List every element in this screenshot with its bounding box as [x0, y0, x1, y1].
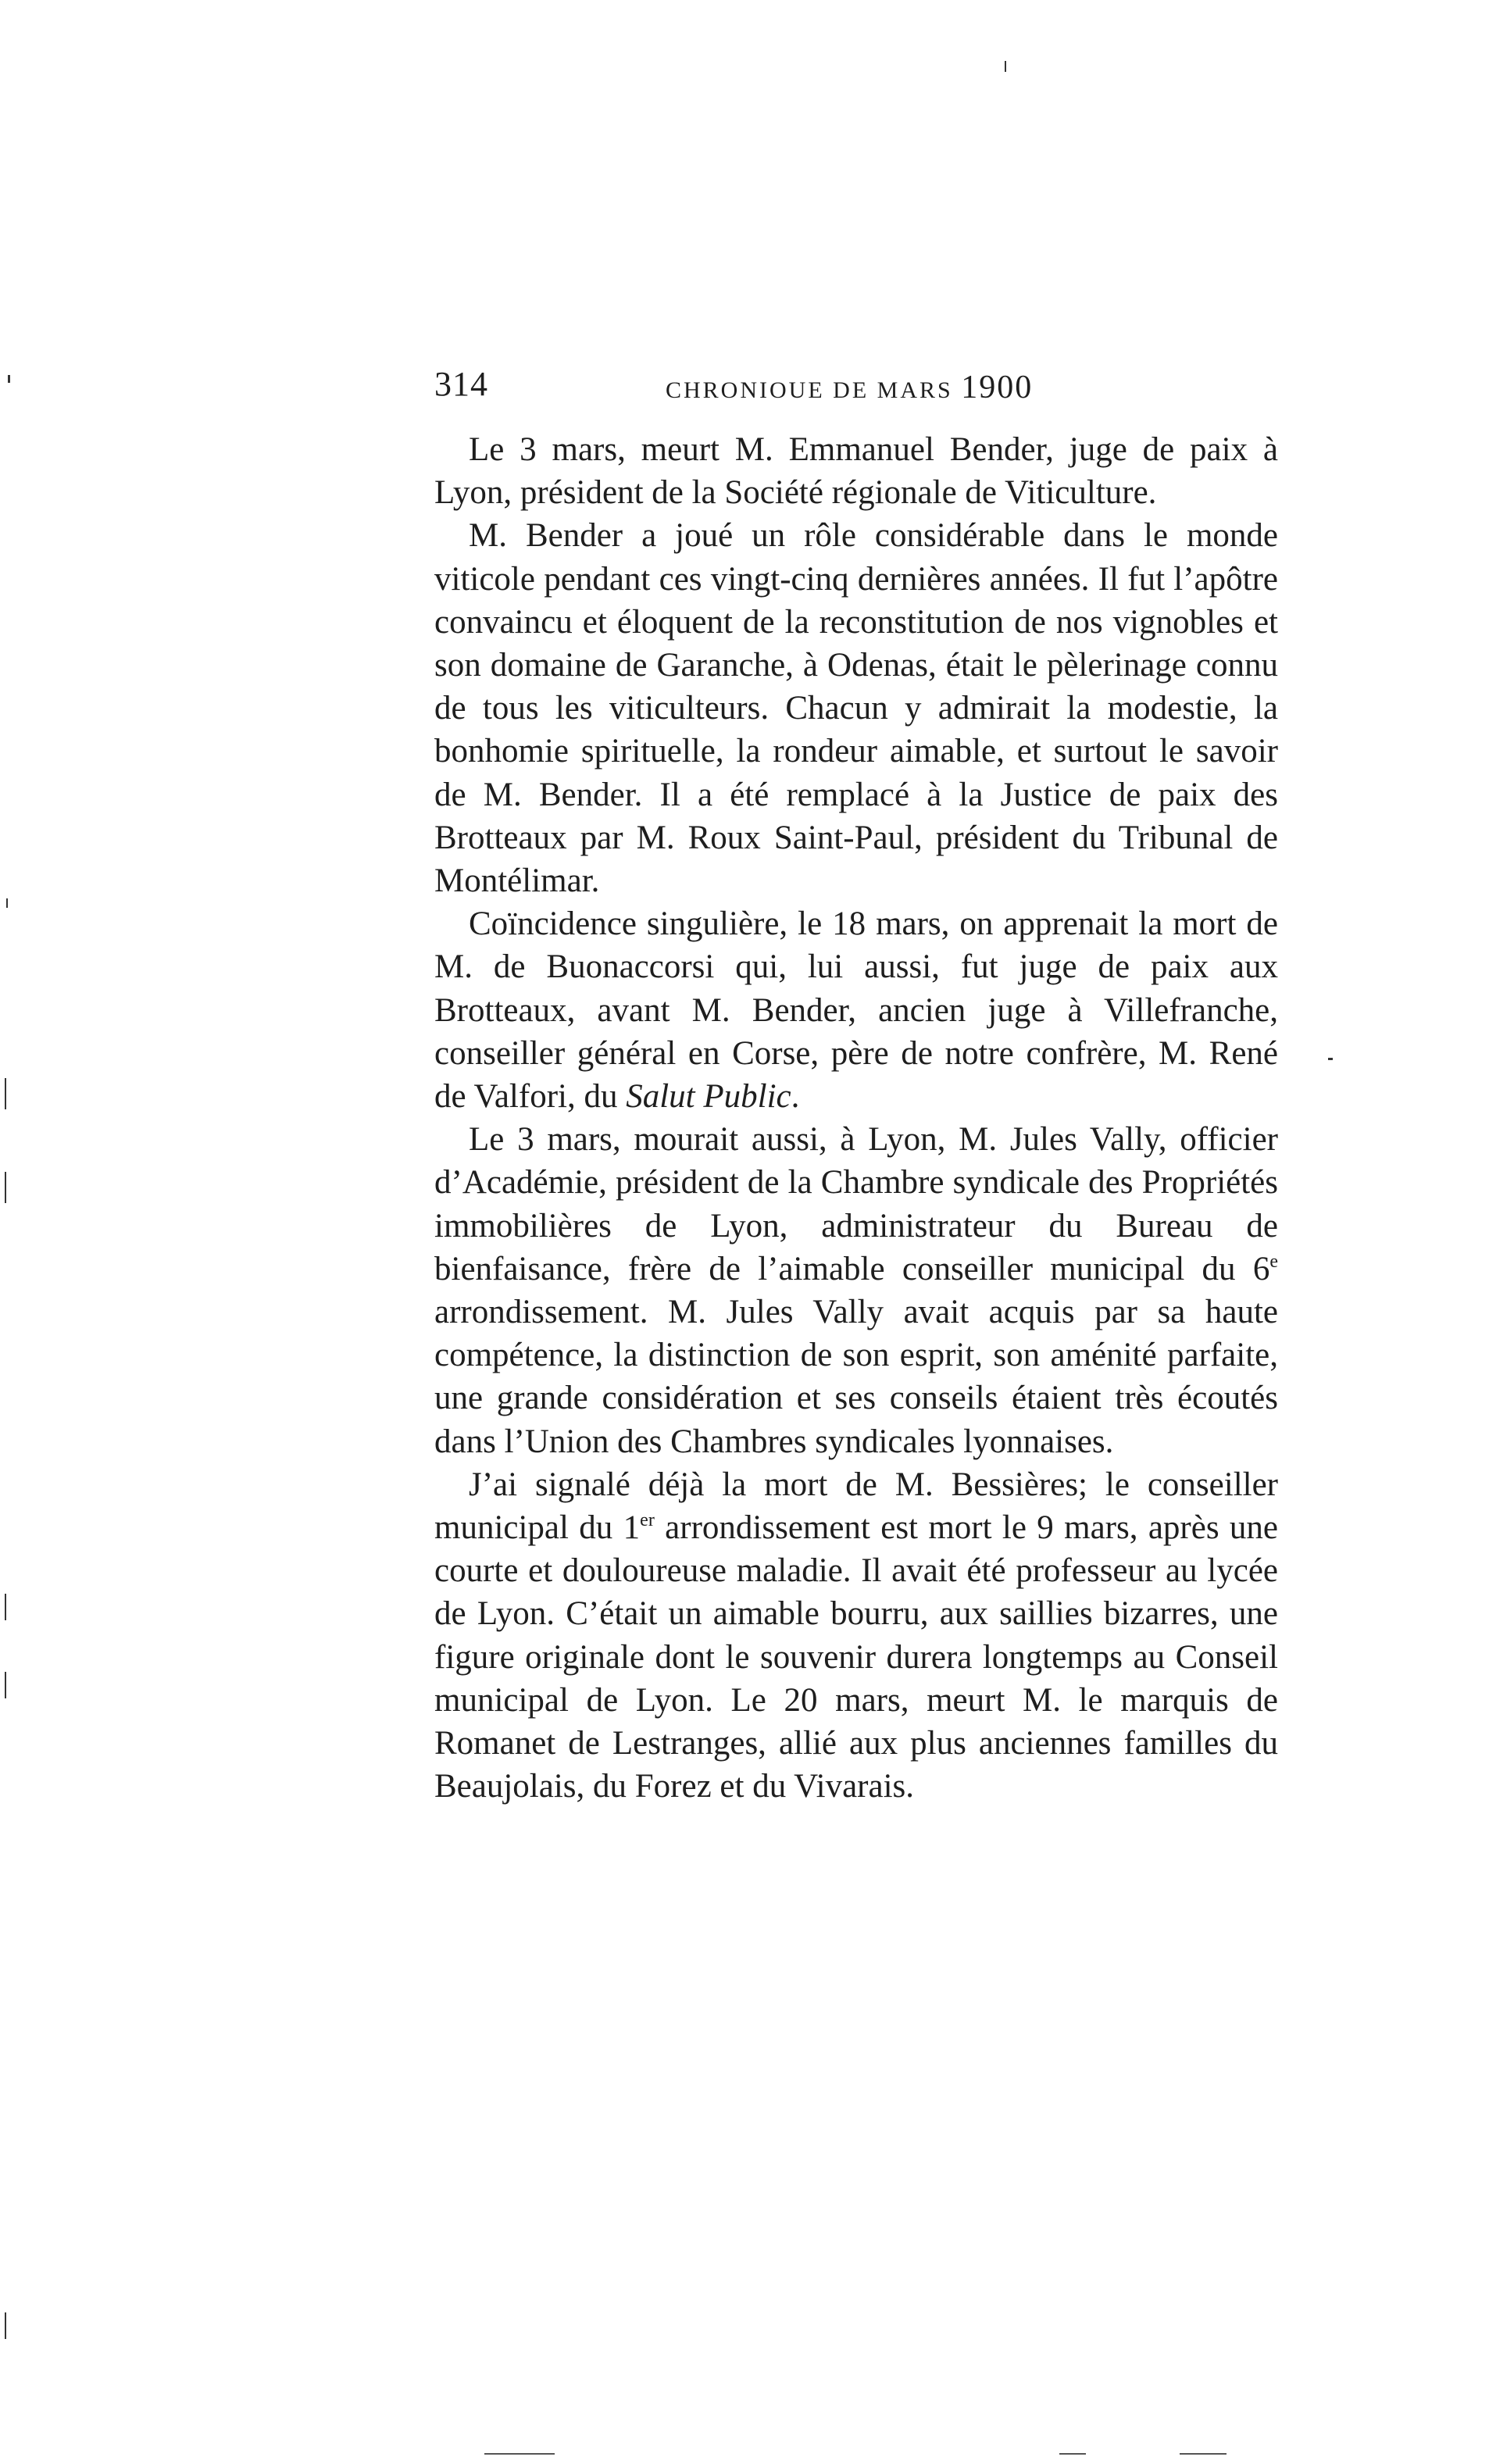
paragraph-bender-career: M. Bender a joué un rôle considérable dans le monde viticole pendant ces vingt-cinq dernières années. Il fut l’apôtre convaincu et éloquent de la reconstitution de nos vignobles et son domaine de Garanche, à Odenas, était le pèlerinage connu de tous les viticulteurs. Chacun y admirait la modestie, la bonhomie spirituelle, la rondeur aimable, et surtout le savoir de M. Bender. Il a été remplacé à la Justice de paix des Brotteaux par M. Roux Saint-Paul, président du Tribunal de Montélimar.	[434, 517, 1278, 900]
running-title-year: 1900	[961, 370, 1034, 405]
text-segment: arrondissement. M. Jules Vally avait acquis par sa haute compétence, la distinction de son esprit, son aménité parfaite, une grande considération et ses conseils étaient très écoutés dans l’Union des Chambres syndicales lyonnaises.	[434, 1294, 1278, 1460]
scan-bottom-rule	[1059, 2453, 1086, 2455]
scan-margin-mark	[5, 1594, 6, 1620]
ordinal-superscript: er	[640, 1510, 655, 1531]
scan-margin-mark	[5, 1172, 6, 1203]
text-segment: .	[791, 1078, 800, 1116]
text-segment: Le 3 mars, mourait aussi, à Lyon, M. Jules Vally, officier d’Académie, président de la Chambre syndicale des Propriétés immobilières de Lyon, administrateur du Bureau de bienfaisance, frère de l’aimable conseiller municipal du 6	[434, 1121, 1278, 1287]
newspaper-title: Salut Public	[626, 1078, 791, 1116]
scan-margin-mark	[1328, 1058, 1333, 1060]
scan-margin-mark	[5, 1672, 6, 1698]
scan-margin-mark	[5, 1078, 6, 1109]
scan-margin-mark	[1005, 61, 1006, 72]
page-number: 314	[434, 365, 488, 403]
paragraph-buonaccorsi	[434, 902, 1278, 1118]
text-segment: J’ai signalé déjà la mort de M. Bessières; le conseiller municipal du 1	[434, 1466, 1278, 1547]
running-title	[666, 369, 1033, 406]
scan-bottom-rule	[1180, 2453, 1227, 2455]
paragraph-bender-death: Le 3 mars, meurt M. Emmanuel Bender, juge de paix à Lyon, président de la Société régionale de Viticulture.	[434, 431, 1278, 512]
text-segment: arrondissement est mort le 9 mars, après une courte et douloureuse maladie. Il avait été professeur au lycée de Lyon. C’était un aimable bourru, aux saillies bizarres, une figure originale dont le souvenir durera longtemps au Conseil municipal de Lyon. Le 20 mars, meurt M. le marquis de Romanet de Lestranges, allié aux plus anciennes familles du Beaujolais, du Forez et du Vivarais.	[434, 1509, 1278, 1805]
scan-margin-mark	[5, 2312, 6, 2339]
page-header	[434, 364, 1278, 411]
body-text	[434, 428, 1278, 1809]
scan-bottom-rule	[484, 2453, 555, 2455]
paragraph-bessieres	[434, 1463, 1278, 1809]
running-title-text: CHRONIOUE DE MARS	[666, 377, 953, 403]
scan-margin-mark	[8, 375, 10, 383]
ordinal-superscript: e	[1269, 1251, 1278, 1272]
scan-margin-mark	[6, 898, 8, 908]
text-segment: Coïncidence singulière, le 18 mars, on apprenait la mort de M. de Buonaccorsi qui, lui aussi, fut juge de paix aux Brotteaux, avant M. Bender, ancien juge à Villefranche, conseiller général en Corse, père de notre confrère, M. René de Valfori, du	[434, 905, 1278, 1116]
paragraph-vally	[434, 1118, 1278, 1463]
